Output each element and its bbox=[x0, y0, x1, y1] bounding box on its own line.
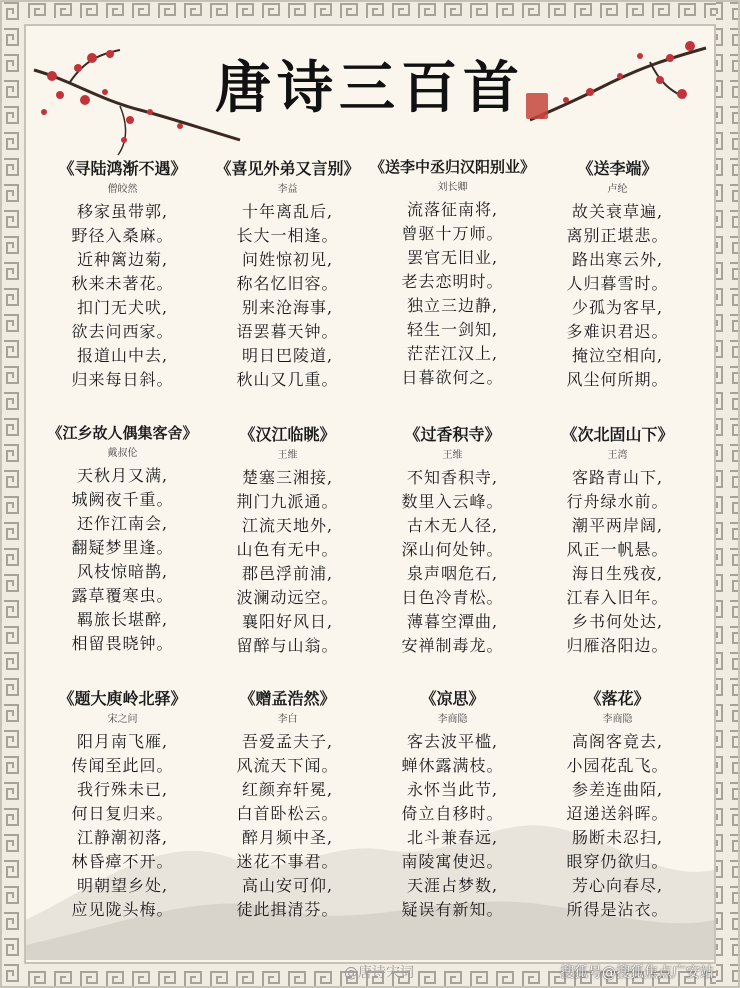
poem-title: 《赠孟浩然》 bbox=[239, 689, 336, 708]
poem-line: 南陵寓使迟。 bbox=[401, 852, 504, 871]
poem-author: 王湾 bbox=[607, 450, 628, 461]
poem-line: 移家虽带郭, bbox=[76, 202, 169, 221]
poem-line: 行舟绿水前。 bbox=[566, 492, 669, 511]
poem-line: 扣门无犬吠, bbox=[76, 298, 169, 317]
poem-line: 疑误有新知。 bbox=[401, 900, 504, 919]
poem-line: 高山安可仰, bbox=[241, 876, 334, 895]
poem-line: 报道山中去, bbox=[76, 346, 169, 365]
poem-card bbox=[205, 422, 370, 658]
poem-line: 倚立自移时。 bbox=[401, 804, 504, 823]
poem-line: 露草覆寒虫。 bbox=[71, 586, 174, 605]
poem-title: 《凉思》 bbox=[420, 689, 485, 708]
watermark-left: @唐诗宋词 bbox=[344, 965, 414, 981]
poem-line: 我行殊未已, bbox=[76, 780, 169, 799]
poem-line: 长大一相逢。 bbox=[236, 226, 339, 245]
poem-line: 白首卧松云。 bbox=[236, 804, 339, 823]
poem-line: 人归暮雪时。 bbox=[566, 274, 669, 293]
poem-line: 风尘何所期。 bbox=[566, 370, 669, 389]
poem-line: 迢递送斜晖。 bbox=[566, 804, 669, 823]
poem-line: 北斗兼春远, bbox=[406, 828, 499, 847]
poem-author: 刘长卿 bbox=[437, 182, 468, 193]
poem-card bbox=[535, 422, 700, 658]
poem-line: 江流天地外, bbox=[241, 516, 334, 535]
poem-row bbox=[40, 686, 700, 946]
poem-line: 茫茫江汉上, bbox=[406, 344, 499, 363]
poem-line: 罢官无旧业, bbox=[406, 248, 499, 267]
poem-line: 古木无人径, bbox=[406, 516, 499, 535]
poem-line: 安禅制毒龙。 bbox=[401, 636, 504, 655]
poem-line: 少孤为客早, bbox=[571, 298, 664, 317]
poem-line: 翻疑梦里逢。 bbox=[71, 538, 174, 557]
poem-line: 羁旅长堪醉, bbox=[76, 610, 169, 629]
poem-title: 《江乡故人偶集客舍》 bbox=[47, 424, 198, 442]
poem-author: 李商隐 bbox=[437, 714, 468, 725]
poem-card bbox=[535, 686, 700, 922]
poem-line: 泉声咽危石, bbox=[406, 564, 499, 583]
poem-line: 客路青山下, bbox=[571, 468, 664, 487]
poem-author: 宋之问 bbox=[107, 714, 138, 725]
poem-line: 眼穿仍欲归。 bbox=[566, 852, 669, 871]
poem-line: 客去波平槛, bbox=[406, 732, 499, 751]
poem-line: 阳月南飞雁, bbox=[76, 732, 169, 751]
poem-title: 《汉江临眺》 bbox=[239, 425, 336, 444]
poem-title: 《寻陆鸿渐不遇》 bbox=[58, 159, 187, 178]
poem-line: 离别正堪悲。 bbox=[566, 226, 669, 245]
poem-line: 何日复归来。 bbox=[71, 804, 174, 823]
poem-line: 江静潮初落, bbox=[76, 828, 169, 847]
poem-line: 风枝惊暗鹊, bbox=[76, 562, 169, 581]
poem-row bbox=[40, 156, 700, 416]
poem-line: 天涯占梦数, bbox=[406, 876, 499, 895]
poem-line: 近种篱边菊, bbox=[76, 250, 169, 269]
poem-line: 江春入旧年。 bbox=[566, 588, 669, 607]
poem-line: 老去恋明时。 bbox=[401, 272, 504, 291]
poem-card bbox=[205, 156, 370, 392]
poem-line: 传闻至此回。 bbox=[71, 756, 174, 775]
poem-line: 归雁洛阳边。 bbox=[566, 636, 669, 655]
poem-line: 野径入桑麻。 bbox=[71, 226, 174, 245]
poem-line: 小园花乱飞。 bbox=[566, 756, 669, 775]
poem-line: 轻生一剑知, bbox=[406, 320, 499, 339]
poem-line: 肠断未忍扫, bbox=[571, 828, 664, 847]
poem-line: 红颜弃轩冕, bbox=[241, 780, 334, 799]
poem-card bbox=[40, 686, 205, 922]
poem-line: 欲去问西家。 bbox=[71, 322, 174, 341]
poem-line: 多难识君迟。 bbox=[566, 322, 669, 341]
poem-line: 还作江南会, bbox=[76, 514, 169, 533]
poem-line: 吾爱孟夫子, bbox=[241, 732, 334, 751]
poem-line: 徒此揖清芬。 bbox=[236, 900, 339, 919]
poem-line: 波澜动远空。 bbox=[236, 588, 339, 607]
poem-card bbox=[370, 156, 535, 390]
watermark-right: 搜狐号@搜狐焦点广安站 bbox=[560, 965, 714, 981]
poem-line: 薄暮空潭曲, bbox=[406, 612, 499, 631]
poem-author: 王维 bbox=[442, 450, 463, 461]
poem-line: 参差连曲陌, bbox=[571, 780, 664, 799]
poem-author: 王维 bbox=[277, 450, 298, 461]
poem-line: 日暮欲何之。 bbox=[401, 368, 504, 387]
poem-line: 明朝望乡处, bbox=[76, 876, 169, 895]
poem-title: 《题大庾岭北驿》 bbox=[58, 689, 187, 708]
poem-card bbox=[370, 686, 535, 922]
poem-line: 明日巴陵道, bbox=[241, 346, 334, 365]
poem-line: 掩泣空相向, bbox=[571, 346, 664, 365]
poem-line: 潮平两岸阔, bbox=[571, 516, 664, 535]
poem-line: 郡邑浮前浦, bbox=[241, 564, 334, 583]
poem-author: 戴叔伦 bbox=[107, 448, 138, 459]
poem-line: 芳心向春尽, bbox=[571, 876, 664, 895]
poem-title: 《过香积寺》 bbox=[404, 425, 501, 444]
poem-line: 不知香积寺, bbox=[406, 468, 499, 487]
poem-line: 独立三边静, bbox=[406, 296, 499, 315]
poem-line: 路出寒云外, bbox=[571, 250, 664, 269]
poem-line: 相留畏晓钟。 bbox=[71, 634, 174, 653]
poem-line: 日色冷青松。 bbox=[401, 588, 504, 607]
poem-line: 应见陇头梅。 bbox=[71, 900, 174, 919]
poem-line: 十年离乱后, bbox=[241, 202, 334, 221]
poem-line: 秋山又几重。 bbox=[236, 370, 339, 389]
poem-title: 《喜见外弟又言别》 bbox=[215, 159, 360, 178]
poem-title: 《次北固山下》 bbox=[561, 425, 674, 444]
poem-line: 林昏瘴不开。 bbox=[71, 852, 174, 871]
poem-line: 楚塞三湘接, bbox=[241, 468, 334, 487]
poem-line: 山色有无中。 bbox=[236, 540, 339, 559]
poem-line: 荆门九派通。 bbox=[236, 492, 339, 511]
poem-line: 高阁客竟去, bbox=[571, 732, 664, 751]
poem-title: 《落花》 bbox=[585, 689, 650, 708]
poem-line: 迷花不事君。 bbox=[236, 852, 339, 871]
poem-card bbox=[370, 422, 535, 658]
poem-line: 乡书何处达, bbox=[571, 612, 664, 631]
poem-card bbox=[535, 156, 700, 392]
poem-line: 秋来未著花。 bbox=[71, 274, 174, 293]
poem-line: 称名忆旧容。 bbox=[236, 274, 339, 293]
poem-line: 襄阳好风日, bbox=[241, 612, 334, 631]
poem-line: 深山何处钟。 bbox=[401, 540, 504, 559]
page-title: 唐诗三百首 bbox=[215, 55, 525, 121]
red-seal-stamp bbox=[526, 93, 548, 119]
poem-author: 僧皎然 bbox=[107, 184, 138, 195]
poem-line: 永怀当此节, bbox=[406, 780, 499, 799]
poem-line: 风流天下闻。 bbox=[236, 756, 339, 775]
poem-author: 李益 bbox=[277, 184, 298, 195]
poem-line: 所得是沾衣。 bbox=[566, 900, 669, 919]
poem-card bbox=[40, 422, 205, 656]
poem-line: 别来沧海事, bbox=[241, 298, 334, 317]
poem-author: 李白 bbox=[277, 714, 298, 725]
poem-line: 问姓惊初见, bbox=[241, 250, 334, 269]
poem-card bbox=[205, 686, 370, 922]
poem-line: 风正一帆悬。 bbox=[566, 540, 669, 559]
poem-title: 《送李中丞归汉阳别业》 bbox=[370, 158, 536, 176]
poem-line: 海日生残夜, bbox=[571, 564, 664, 583]
poem-line: 留醉与山翁。 bbox=[236, 636, 339, 655]
poem-line: 流落征南将, bbox=[406, 200, 499, 219]
poem-line: 故关衰草遍, bbox=[571, 202, 664, 221]
poem-row bbox=[40, 422, 700, 682]
poem-line: 语罢暮天钟。 bbox=[236, 322, 339, 341]
poem-line: 蝉休露满枝。 bbox=[401, 756, 504, 775]
poem-card bbox=[40, 156, 205, 392]
poem-author: 卢纶 bbox=[607, 184, 628, 195]
poem-line: 曾驱十万师。 bbox=[401, 224, 504, 243]
poem-line: 城阙夜千重。 bbox=[71, 490, 174, 509]
poem-line: 醉月频中圣, bbox=[241, 828, 334, 847]
poem-line: 天秋月又满, bbox=[76, 466, 169, 485]
poem-title: 《送李端》 bbox=[577, 159, 658, 178]
poem-line: 归来每日斜。 bbox=[71, 370, 174, 389]
poem-author: 李商隐 bbox=[602, 714, 633, 725]
poem-line: 数里入云峰。 bbox=[401, 492, 504, 511]
